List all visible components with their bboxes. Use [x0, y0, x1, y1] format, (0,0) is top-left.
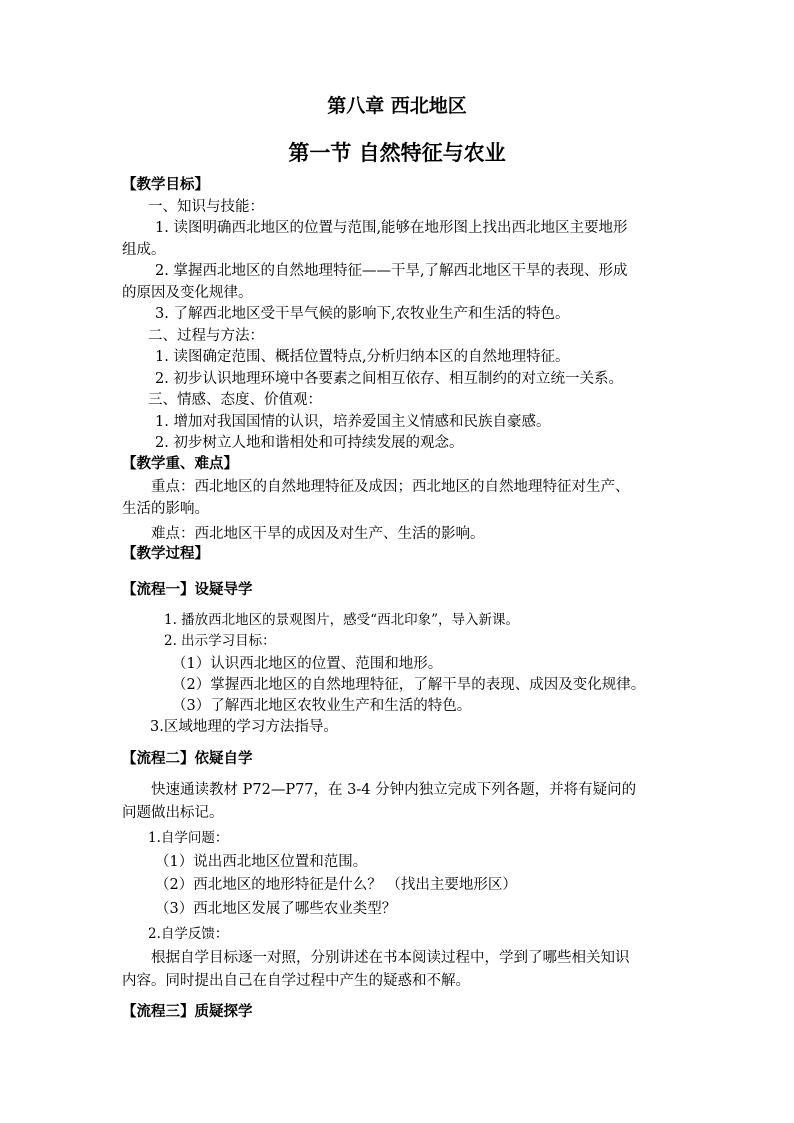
flow1-heading: 【流程一】设疑导学	[122, 581, 253, 598]
objective-k1-line1: 1. 读图明确西北地区的位置与范围,能够在地形图上找出西北地区主要地形	[155, 220, 628, 236]
flow3-heading: 【流程三】质疑探学	[122, 1003, 253, 1020]
flow2-intro-line1: 快速通读教材 P72—P77，在 3-4 分钟内独立完成下列各题，并将有疑问的	[151, 782, 637, 798]
process-heading: 【教学过程】	[122, 545, 209, 562]
flow1-item3: 3.区域地理的学习方法指导。	[150, 719, 338, 735]
objective-k1-line2: 组成。	[122, 242, 166, 258]
objective-e1: 1. 增加对我国国情的认识，培养爱国主义情感和民族自豪感。	[155, 414, 551, 430]
key-point-line2: 生活的影响。	[122, 501, 209, 517]
objective-k3: 3. 了解西北地区受干旱气候的影响下,农牧业生产和生活的特色。	[155, 306, 570, 322]
objective-e2: 2. 初步树立人地和谐相处和可持续发展的观念。	[155, 435, 464, 451]
objectives-sub2: 二、过程与方法：	[148, 328, 264, 344]
objective-k2-line2: 的原因及变化规律。	[122, 285, 253, 301]
objective-k2-line1: 2. 掌握西北地区的自然地理特征——干旱,了解西北地区干旱的表现、形成	[155, 263, 628, 279]
flow2-heading: 【流程二】依疑自学	[122, 750, 253, 767]
key-points-heading: 【教学重、难点】	[122, 455, 238, 472]
key-point-line1: 重点：西北地区的自然地理特征及成因；西北地区的自然地理特征对生产、	[151, 479, 630, 495]
objective-p2: 2. 初步认识地理环境中各要素之间相互依存、相互制约的对立统一关系。	[155, 371, 623, 387]
objectives-heading: 【教学目标】	[122, 176, 209, 193]
chapter-title: 第八章 西北地区	[327, 95, 467, 117]
flow2-question3: （3）西北地区发展了哪些农业类型？	[155, 901, 397, 917]
flow1-goal2: （2）掌握西北地区的自然地理特征，了解干旱的表现、成因及变化规律。	[172, 677, 646, 693]
flow1-goal3: （3）了解西北地区农牧业生产和生活的特色。	[172, 698, 472, 714]
difficult-point: 难点：西北地区干旱的成因及对生产、生活的影响。	[151, 526, 485, 542]
objective-p1: 1. 读图确定范围、概括位置特点,分析归纳本区的自然地理特征。	[155, 349, 570, 365]
flow2-intro-line2: 问题做出标记。	[122, 805, 224, 821]
flow1-goal1: （1）认识西北地区的位置、范围和地形。	[172, 656, 443, 672]
objectives-sub1: 一、知识与技能：	[148, 199, 264, 215]
flow2-feedback-label: 2.自学反馈：	[148, 926, 229, 942]
section-title: 第一节 自然特征与农业	[288, 140, 506, 165]
flow2-question1: （1）说出西北地区位置和范围。	[155, 854, 368, 870]
flow2-feedback-line2: 内容。同时提出自己在自学过程中产生的疑惑和不解。	[122, 973, 470, 989]
flow1-item2: 2. 出示学习目标：	[164, 633, 276, 649]
flow1-item1: 1. 播放西北地区的景观图片，感受“西北印象”，导入新课。	[164, 612, 519, 628]
objectives-sub3: 三、情感、态度、价值观：	[148, 392, 322, 408]
flow2-question-label: 1.自学问题：	[148, 830, 229, 846]
flow2-feedback-line1: 根据自学目标逐一对照，分别讲述在书本阅读过程中，学到了哪些相关知识	[151, 950, 630, 966]
flow2-question2: （2）西北地区的地形特征是什么？ （找出主要地形区）	[155, 877, 517, 893]
